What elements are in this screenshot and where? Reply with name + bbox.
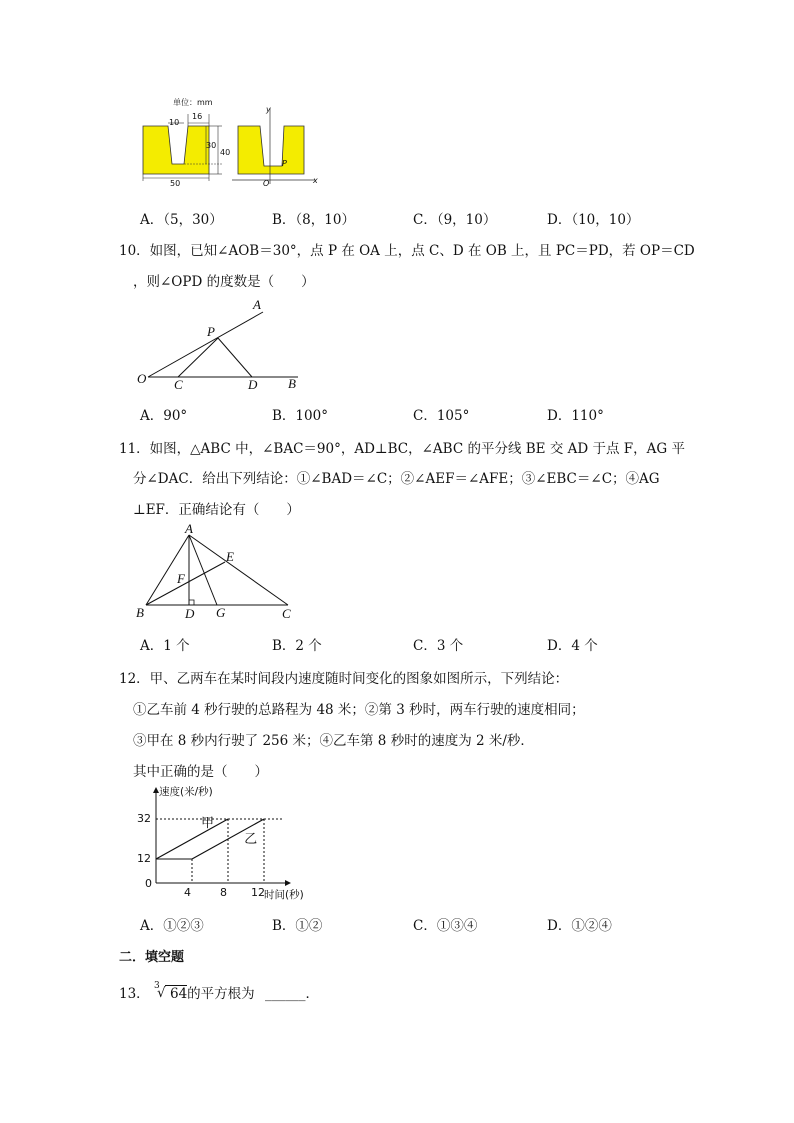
y-tick-12: 12 bbox=[137, 852, 151, 865]
q11-option-c: C．3 个 bbox=[413, 638, 464, 654]
y-axis-label: 速度(米/秒) bbox=[159, 786, 213, 798]
q12-option-c: C．①③④ bbox=[413, 918, 478, 934]
section-title: 二．填空题 bbox=[119, 950, 185, 965]
q11-line1: 11．如图，△ABC 中，∠BAC＝90°，AD⊥BC，∠ABC 的平分线 BE 交 AD 于点 F，AG 平 bbox=[119, 441, 685, 457]
dim-30: 30 bbox=[206, 141, 217, 150]
q11-option-b: B．2 个 bbox=[272, 638, 322, 654]
axis-x: x bbox=[313, 176, 318, 185]
q13-blank[interactable]: ______． bbox=[264, 986, 319, 1002]
speed-time-chart bbox=[132, 782, 332, 904]
series-label-2: 乙 bbox=[244, 832, 258, 847]
x-tick-4: 4 bbox=[184, 886, 191, 899]
part-left bbox=[143, 126, 209, 174]
radicand: 64 bbox=[165, 985, 187, 1002]
q12-line3: ③甲在 8 秒内行驶了 256 米；④乙车第 8 秒时的速度为 2 米/秒． bbox=[133, 733, 534, 749]
label-c: C bbox=[282, 606, 291, 621]
q13-number: 13． bbox=[119, 986, 150, 1002]
dim-10: 10 bbox=[169, 118, 180, 127]
label-b: B bbox=[136, 605, 144, 620]
label-p: P bbox=[207, 324, 215, 339]
q11-line3: ⊥EF．正确结论有（ ） bbox=[133, 502, 300, 518]
label-d: D bbox=[248, 377, 258, 392]
unit-label: 单位：mm bbox=[173, 98, 213, 107]
dim-50: 50 bbox=[170, 179, 181, 188]
q9-option-b: B．（8，10） bbox=[272, 212, 355, 228]
q10-figure bbox=[132, 296, 307, 392]
dim-16: 16 bbox=[192, 112, 203, 121]
label-o: O bbox=[137, 371, 147, 386]
q11-line2: 分∠DAC．给出下列结论：①∠BAD＝∠C；②∠AEF＝∠AFE；③∠EBC＝∠C；④AG bbox=[133, 471, 660, 487]
q12-line1: 12．甲、乙两车在某时间段内速度随时间变化的图象如图所示，下列结论： bbox=[119, 671, 569, 687]
series-line-1 bbox=[156, 819, 228, 859]
x-tick-12: 12 bbox=[251, 886, 265, 899]
label-e: E bbox=[226, 549, 234, 564]
q11-option-a: A．1 个 bbox=[140, 638, 190, 654]
q9-option-a: A．（5，30） bbox=[140, 212, 223, 228]
q10-option-a: A．90° bbox=[140, 408, 188, 424]
q13-text: 的平方根为 bbox=[187, 986, 255, 1002]
q13 bbox=[119, 982, 319, 1002]
x-tick-8: 8 bbox=[220, 886, 227, 899]
q12-option-a: A．①②③ bbox=[140, 918, 204, 934]
q10-option-d: D．110° bbox=[547, 408, 604, 424]
q11-figure bbox=[132, 524, 302, 624]
root-index: 3 bbox=[153, 981, 160, 991]
part-right bbox=[238, 126, 304, 174]
cube-root-expression bbox=[153, 981, 188, 1002]
y-tick-32: 32 bbox=[137, 812, 151, 825]
label-a: A bbox=[253, 297, 261, 312]
q10-option-b: B．100° bbox=[272, 408, 328, 424]
q10-line1: 10．如图，已知∠AOB＝30°，点 P 在 OA 上，点 C、D 在 OB 上，且 PC＝PD，若 OP＝CD bbox=[119, 243, 695, 259]
dim-40: 40 bbox=[220, 148, 231, 157]
label-c: C bbox=[174, 377, 183, 392]
label-d: D bbox=[185, 606, 195, 621]
q12-option-d: D．①②④ bbox=[547, 918, 612, 934]
axis-y: y bbox=[266, 105, 271, 114]
radical-sign-icon: √ bbox=[156, 985, 166, 1001]
q12-line2: ①乙车前 4 秒行驶的总路程为 48 米；②第 3 秒时，两车行驶的速度相同； bbox=[133, 702, 585, 718]
origin-label: O bbox=[263, 179, 270, 188]
x-axis-label: 时间(秒) bbox=[264, 889, 304, 901]
q10-option-c: C．105° bbox=[413, 408, 470, 424]
label-a: A bbox=[185, 524, 193, 536]
label-g: G bbox=[216, 605, 226, 620]
q12-option-b: B．①② bbox=[272, 918, 323, 934]
q11-option-d: D．4 个 bbox=[547, 638, 598, 654]
q12-line4: 其中正确的是（ ） bbox=[133, 764, 268, 780]
y-tick-0: 0 bbox=[145, 877, 152, 890]
series-label-1: 甲 bbox=[201, 816, 215, 831]
q9-option-c: C．（9，10） bbox=[413, 212, 497, 228]
q9-figure bbox=[132, 94, 332, 190]
label-f: F bbox=[177, 571, 185, 586]
q9-option-d: D．（10，10） bbox=[547, 212, 640, 228]
q10-line2: ，则∠OPD 的度数是（ ） bbox=[133, 274, 315, 290]
point-p-label: P bbox=[282, 159, 287, 168]
label-b: B bbox=[288, 376, 296, 391]
